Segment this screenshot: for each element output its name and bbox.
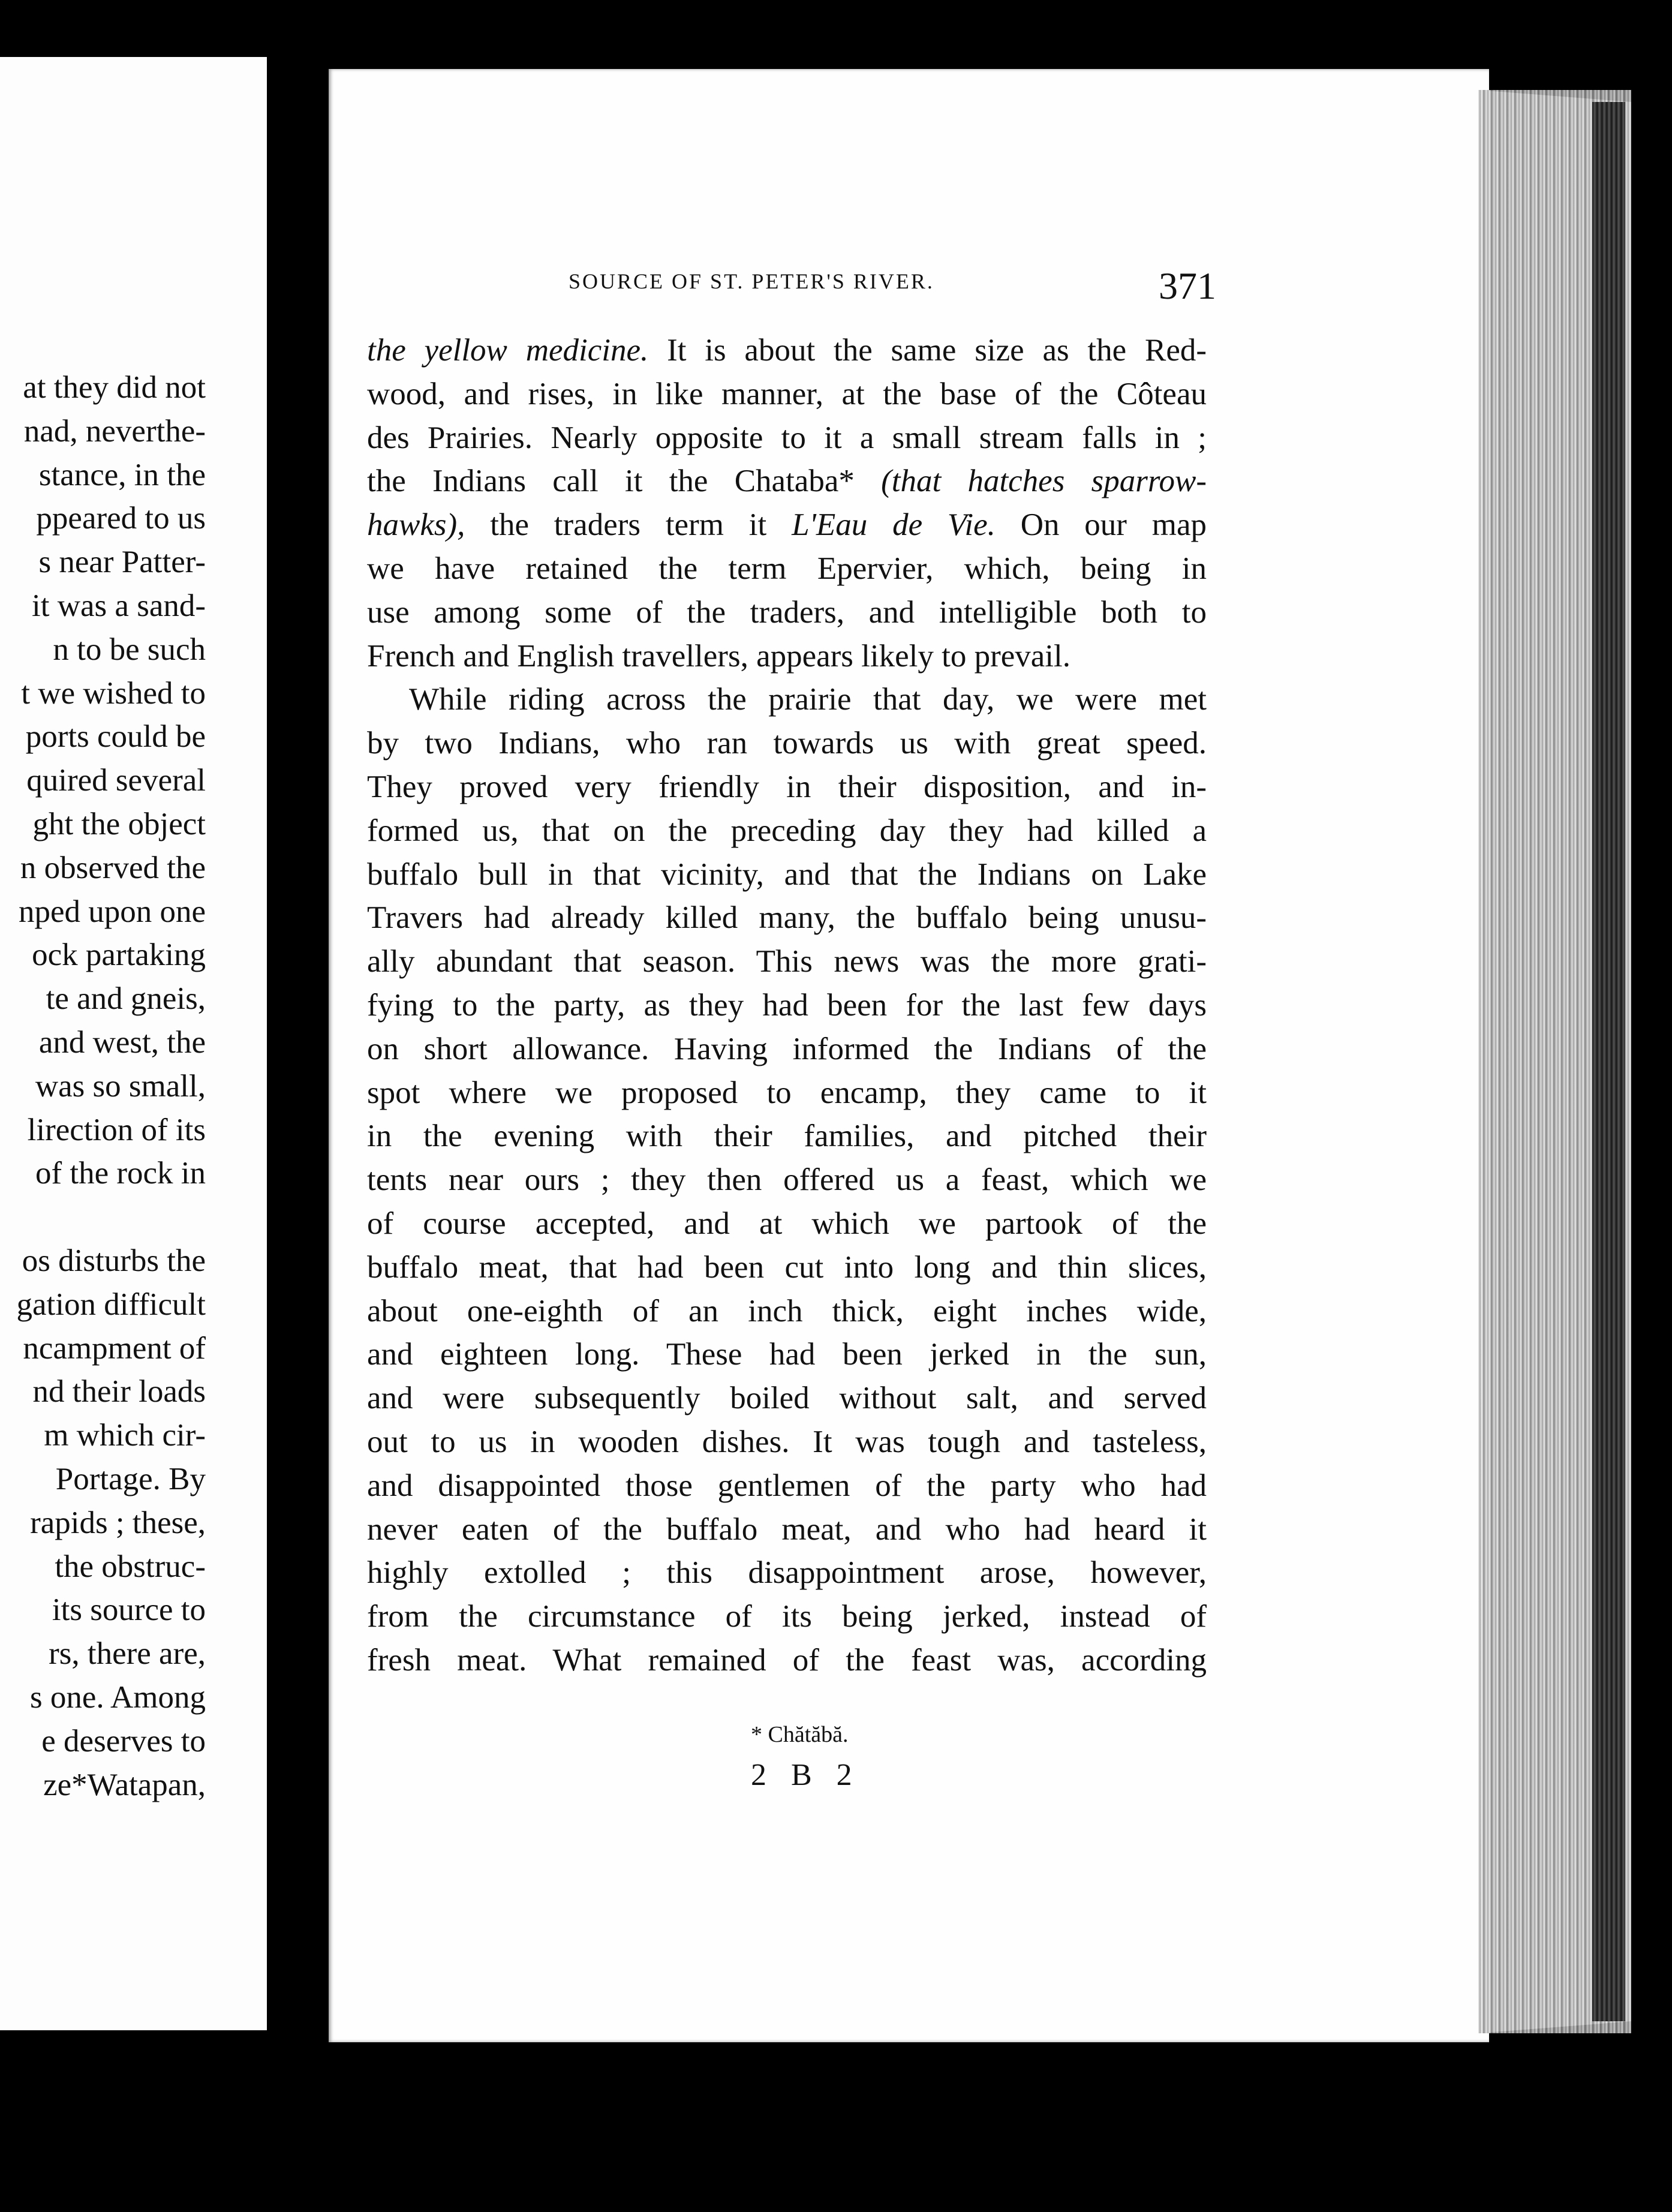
facing-page-line: os disturbs the (22, 1243, 206, 1278)
facing-page-line: e deserves to (41, 1723, 206, 1759)
facing-page-line: te and gneis, (46, 981, 206, 1017)
running-head: SOURCE OF ST. PETER'S RIVER. (569, 269, 934, 293)
facing-page-line: stance, in the (38, 457, 206, 492)
facing-page-line: s one. Among (30, 1679, 206, 1715)
text-line: from the circumstance of its being jerked, instead of (367, 1599, 1207, 1634)
facing-page-line: gation difficult (16, 1287, 206, 1322)
facing-page-line (17, 1195, 206, 1239)
text-line: highly extolled ; this disappointment arose, however, (367, 1555, 1207, 1591)
text-line: we have retained the term Epervier, which, being in (367, 551, 1207, 586)
facing-page-line: and west, the (38, 1024, 206, 1060)
facing-page-line: nad, neverthe- (23, 413, 206, 449)
page-number: 371 (1159, 265, 1216, 307)
text-line (367, 503, 1207, 547)
facing-page-line: ze*Watapan, (43, 1767, 206, 1802)
facing-page-line: ppeared to us (36, 501, 206, 536)
facing-page-line: its source to (52, 1592, 206, 1628)
text-line: and eighteen long. These had been jerked in the sun, (367, 1337, 1207, 1372)
text-line: of course accepted, and at which we partook of the (367, 1206, 1207, 1241)
italic-phrase: (that hatches sparrow- (881, 464, 1207, 499)
text-span: the Indians call it the Chataba* (367, 464, 855, 499)
facing-page-line: of the rock in (35, 1156, 206, 1191)
signature-mark: 2 B 2 (751, 1758, 861, 1792)
text-line: While riding across the prairie that day, we were met (409, 682, 1207, 717)
facing-page-line: n observed the (20, 850, 206, 885)
facing-page-line: ght the object (32, 806, 206, 841)
footnote: * Chătăbă. (751, 1722, 849, 1747)
facing-page-line: rapids ; these, (30, 1505, 206, 1540)
text-line: tents near ours ; they then offered us a feast, which we (367, 1162, 1207, 1198)
text-line: ally abundant that season. This news was the more grati- (367, 944, 1207, 979)
facing-page-line: Portage. By (55, 1461, 206, 1496)
text-line: Travers had already killed many, the buffalo being unusu- (367, 900, 1207, 936)
facing-page-left (0, 57, 267, 2030)
facing-page-line: the obstruc- (55, 1549, 206, 1584)
text-span: On our map (1020, 507, 1207, 543)
text-span: It is about the same size as the Red- (667, 333, 1207, 368)
text-line: and were subsequently boiled without salt, and served (367, 1381, 1207, 1416)
facing-page-text (17, 366, 206, 1807)
facing-page-line: quired several (26, 763, 206, 798)
facing-page-line: rs, there are, (49, 1636, 206, 1672)
facing-page-line: m which cir- (44, 1418, 206, 1453)
facing-page-line: at they did not (23, 370, 206, 405)
facing-page-line: ncampment of (23, 1330, 206, 1366)
facing-page-line: s near Patter- (38, 545, 206, 580)
italic-phrase: hawks), (367, 507, 465, 543)
text-line: buffalo bull in that vicinity, and that the Indians on Lake (367, 856, 1207, 892)
text-line: never eaten of the buffalo meat, and who had heard it (367, 1511, 1207, 1547)
book-spine-edge (1592, 102, 1625, 2021)
text-line: French and English travellers, appears likely to prevail. (367, 638, 1070, 674)
text-line: in the evening with their families, and pitched their (367, 1119, 1207, 1154)
facing-page-line: n to be such (53, 632, 206, 667)
text-line: buffalo meat, that had been cut into long and thin slices, (367, 1249, 1207, 1285)
text-line: They proved very friendly in their disposition, and in- (367, 769, 1207, 804)
text-line (367, 459, 1207, 503)
italic-phrase: the yellow medicine. (367, 333, 649, 368)
text-line: on short allowance. Having informed the Indians of the (367, 1031, 1207, 1066)
text-line: fying to the party, as they had been for the last few days (367, 987, 1207, 1023)
facing-page-line: t we wished to (21, 675, 206, 711)
facing-page-line: nd their loads (32, 1374, 206, 1409)
text-line: out to us in wooden dishes. It was tough and tasteless, (367, 1424, 1207, 1459)
facing-page-line: ports could be (25, 719, 206, 755)
text-line: about one-eighth of an inch thick, eight inches wide, (367, 1293, 1207, 1329)
text-line: fresh meat. What remained of the feast was, according (367, 1642, 1207, 1678)
facing-page-line: lirection of its (27, 1112, 206, 1147)
text-line: wood, and rises, in like manner, at the base of the Côteau (367, 376, 1207, 411)
text-span: the traders term it (490, 507, 767, 543)
text-line (367, 329, 1207, 372)
text-line: spot where we proposed to encamp, they came to it (367, 1075, 1207, 1110)
facing-page-line: it was a sand- (32, 588, 206, 623)
text-line: by two Indians, who ran towards us with great speed. (367, 726, 1207, 761)
text-line: and disappointed those gentlemen of the party who had (367, 1468, 1207, 1503)
facing-page-line: ock partaking (32, 937, 206, 973)
body-text (367, 329, 1207, 1682)
text-line: use among some of the traders, and intelligible both to (367, 594, 1207, 630)
text-line: formed us, that on the preceding day they had killed a (367, 813, 1207, 848)
facing-page-line: was so small, (35, 1068, 206, 1104)
facing-page-line: nped upon one (18, 894, 206, 929)
italic-phrase: L'Eau de Vie. (792, 507, 996, 543)
text-line: des Prairies. Nearly opposite to it a small stream falls in ; (367, 420, 1207, 455)
